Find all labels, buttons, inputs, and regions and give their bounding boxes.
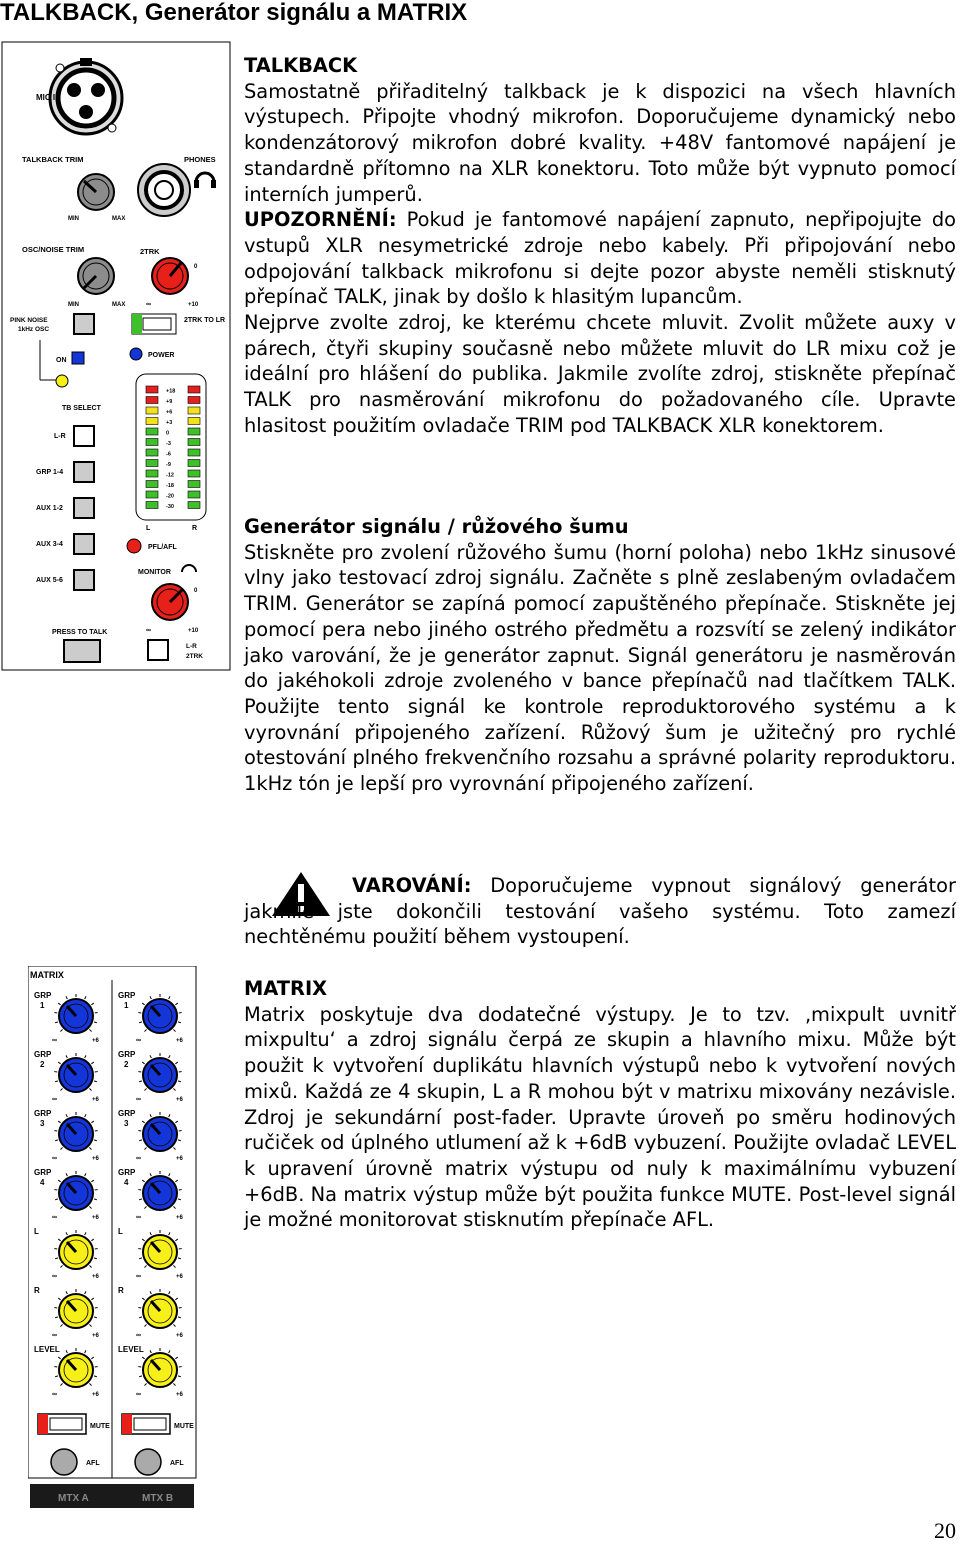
tb-select-aux12-button[interactable] (74, 498, 94, 518)
matrix-section (244, 976, 956, 1233)
osc-noise-trim-label: OSC/NOISE TRIM (22, 245, 84, 254)
matrix-row-number: 1 (124, 1001, 129, 1010)
matrix-scale-max: +6 (92, 1215, 100, 1221)
matrix-heading: MATRIX (244, 976, 956, 1002)
osc-noise-trim-knob[interactable] (78, 258, 114, 294)
matrix-row-number: 3 (124, 1119, 129, 1128)
tb-select-aux56-button[interactable] (74, 570, 94, 590)
meter-scale-label: +18 (166, 389, 175, 395)
two-trk-level-knob[interactable] (152, 258, 188, 294)
matrix-scale-min: ∞ (52, 1155, 57, 1162)
tb-lr-label: L-R (54, 433, 66, 440)
two-trk-small-label: 2TRK (186, 653, 203, 660)
talkback-trim-knob[interactable] (78, 174, 114, 210)
matrix-afl-label: AFL (86, 1460, 100, 1467)
min-label: MIN (68, 216, 79, 222)
page-title: TALKBACK, Generátor signálu a MATRIX (0, 0, 467, 26)
matrix-scale-min: ∞ (136, 1037, 141, 1044)
power-label: POWER (148, 352, 174, 359)
meter-led (146, 407, 158, 414)
tb-grp-label: GRP 1-4 (36, 469, 63, 476)
meter-led (188, 386, 200, 393)
matrix-paragraph: Matrix poskytuje dva dodatečné výstupy. Je to tzv. ‚mixpult uvnitř mixpultu‘ a zdroj signálu čerpá ze skupin a hlavního mixu. Může být použit k vytvoření duplikátu hlavních výstupů nebo k vytvoření nových mixů. Každá ze 4 skupin, L a R mohou být v matrixu mixovány nezávisle. Zdroj je sekundární post-fader. Upravte úroveň po směru hodinových ručiček od úplného utlumení až k +6dB vybuzení. Použijte ovladač LEVEL k upravení úrovně matrix výstupu od nuly k maximálnímu vybuzení +6dB. Na matrix výstup může být použita funkce MUTE. Post-level signál je možné monitorovat stisknutím přepínače AFL. (244, 1002, 956, 1233)
khz-osc-label: 1kHz OSC (18, 326, 49, 333)
matrix-row-number: 4 (124, 1178, 129, 1187)
matrix-scale-min: ∞ (52, 1391, 57, 1398)
talkback-intro-paragraph: Samostatně přiřaditelný talkback je k dispozici na všech hlavních výstupech. Připojte vhodný mikrofon. Doporučujeme dynamický nebo kondenzátorový mikrofon dobré kvality. +48V fantomové napájení je standardně přítomno na XLR konektoru. Toto může být vypnuto pomocí interních jumperů. (244, 79, 956, 208)
meter-led (188, 418, 200, 425)
meter-scale-label: 0 (166, 431, 169, 437)
matrix-row-number: 4 (40, 1178, 45, 1187)
matrix-row-label: GRP (34, 1168, 52, 1177)
meter-led (146, 460, 158, 467)
matrix-scale-min: ∞ (136, 1391, 141, 1398)
tb-aux56-label: AUX 5-6 (36, 577, 63, 584)
matrix-scale-min: ∞ (52, 1037, 57, 1044)
warning-paragraph (244, 873, 956, 950)
warning-label: VAROVÁNÍ: (352, 874, 472, 897)
meter-led (188, 502, 200, 509)
meter-scale-label: -18 (166, 483, 174, 489)
inf-label: ∞ (146, 627, 151, 634)
matrix-row-label: GRP (118, 1168, 136, 1177)
matrix-row-label: GRP (34, 991, 52, 1000)
matrix-row-label: GRP (34, 1109, 52, 1118)
meter-l-label: L (146, 525, 151, 532)
pfl-afl-label: PFL/AFL (148, 544, 177, 551)
mic-in-label: MIC IN (36, 93, 61, 102)
matrix-scale-max: +6 (176, 1215, 184, 1221)
matrix-scale-min: ∞ (136, 1155, 141, 1162)
generator-paragraph: Stiskněte pro zvolení růžového šumu (horní poloha) nebo 1kHz sinusové vlny jako testovací zdroj signálu. Začněte s plně zeslabeným ovladačem TRIM. Generátor se zapíná pomocí zapuštěného přepínače. Stiskněte jej pomocí pera nebo jiného ostrého předmětu a rozsvítí se zelený indikátor jako varování, že je generátor zapnut. Signál generátoru je nasměrován do jakéhokoli zdroje zvoleného v bance přepínačů nad tlačítkem TALK. Použijte tento signál ke kontrole reproduktorového systému a k vyrovnání připojeného zařízení. Růžový šum je užitečný pro rychlé otestování plného frekvenčního rozsahu a správné polarity reproduktoru. 1kHz tón je lepší pro vyrovnání připojeného zařízení. (244, 540, 956, 797)
generator-on-led (72, 352, 84, 364)
plus10-label: +10 (188, 628, 199, 634)
matrix-row-label: GRP (118, 1050, 136, 1059)
meter-scale-label: -6 (166, 452, 171, 458)
matrix-row-label: R (118, 1286, 124, 1295)
caution-label: UPOZORNĚNÍ: (244, 208, 397, 231)
talkback-usage-paragraph: Nejprve zvolte zdroj, ke kterému chcete mluvit. Zvolit můžete auxy v párech, čtyři skupiny současně nebo můžete mluvit do LR mixu což je ideální pro hlášení do publika. Jakmile zvolíte zdroj, stiskněte přepínač TALK pro nasměrování mikrofonu do požadovaného cíle. Upravte hlasitost použitím ovladače TRIM pod TALKBACK XLR konektorem. (244, 310, 956, 439)
matrix-afl-button[interactable] (135, 1449, 161, 1475)
talkback-heading: TALKBACK (244, 53, 956, 79)
meter-scale-label: -12 (166, 473, 174, 479)
matrix-scale-min: ∞ (136, 1332, 141, 1339)
meter-led (146, 449, 158, 456)
meter-led (146, 470, 158, 477)
press-to-talk-label: PRESS TO TALK (52, 629, 107, 636)
meter-led (146, 502, 158, 509)
meter-scale-label: -20 (166, 494, 174, 500)
meter-led (188, 470, 200, 477)
meter-scale-label: +3 (166, 420, 172, 426)
meter-led (188, 439, 200, 446)
matrix-scale-min: ∞ (136, 1273, 141, 1280)
plus10-label: +10 (188, 302, 199, 308)
meter-led (146, 397, 158, 404)
matrix-row-label: GRP (118, 991, 136, 1000)
pink-noise-label: PINK NOISE (10, 317, 48, 324)
matrix-row-label: LEVEL (118, 1345, 144, 1354)
tb-select-label: TB SELECT (62, 405, 102, 412)
meter-led (146, 491, 158, 498)
phones-jack[interactable] (138, 164, 190, 216)
matrix-scale-max: +6 (176, 1156, 184, 1162)
matrix-scale-min: ∞ (52, 1332, 57, 1339)
matrix-row-label: LEVEL (34, 1345, 60, 1354)
meter-led (146, 428, 158, 435)
inf-label: ∞ (146, 301, 151, 308)
phones-label: PHONES (184, 155, 216, 164)
matrix-scale-max: +6 (176, 1333, 184, 1339)
meter-scale-label: +6 (166, 410, 172, 416)
tb-select-aux34-button[interactable] (74, 534, 94, 554)
tb-select-grp-button[interactable] (74, 462, 94, 482)
meter-led (188, 491, 200, 498)
meter-led (188, 407, 200, 414)
zero-label: 0 (194, 588, 198, 594)
meter-led (188, 449, 200, 456)
max-label: MAX (112, 302, 125, 308)
meter-led (188, 428, 200, 435)
press-to-talk-button[interactable] (64, 640, 100, 662)
tb-aux12-label: AUX 1-2 (36, 505, 63, 512)
matrix-row-number: 3 (40, 1119, 45, 1128)
caution-text: Pokud je fantomové napájení zapnuto, nepřipojujte do vstupů XLR nesymetrické zdroje nebo kabely. Při připojování nebo odpojování talkback mikrofonu si dejte pozor abyste neměli stisknutý přepínač TALK, jinak by došlo k hlasitým lupancům. (244, 208, 956, 308)
matrix-row-label: GRP (118, 1109, 136, 1118)
meter-scale-label: -30 (166, 504, 174, 510)
meter-r-label: R (192, 525, 197, 532)
monitor-label: MONITOR (138, 569, 171, 576)
generator-section (244, 514, 956, 797)
monitor-level-knob[interactable] (152, 584, 188, 620)
max-label: MAX (112, 216, 125, 222)
meter-scale-label: -9 (166, 462, 171, 468)
monitor-source-switch[interactable] (148, 640, 168, 660)
matrix-output-label: MTX B (142, 1493, 173, 1504)
power-led (130, 348, 142, 360)
zero-label: 0 (194, 264, 198, 270)
warning-section (244, 873, 956, 950)
matrix-scale-min: ∞ (136, 1214, 141, 1221)
matrix-row-label: R (34, 1286, 40, 1295)
min-label: MIN (68, 302, 79, 308)
generator-indicator-led (56, 375, 68, 387)
matrix-afl-label: AFL (170, 1460, 184, 1467)
matrix-afl-button[interactable] (51, 1449, 77, 1475)
matrix-scale-min: ∞ (52, 1096, 57, 1103)
talkback-panel-illustration (0, 40, 232, 672)
meter-scale-label: +9 (166, 399, 172, 405)
matrix-scale-min: ∞ (52, 1214, 57, 1221)
lr-small-label: L-R (186, 643, 197, 650)
matrix-scale-max: +6 (92, 1097, 100, 1103)
meter-led (188, 460, 200, 467)
meter-led (188, 481, 200, 488)
talkback-trim-label: TALKBACK TRIM (22, 155, 84, 164)
meter-led (146, 386, 158, 393)
matrix-output-label: MTX A (58, 1493, 89, 1504)
matrix-scale-max: +6 (92, 1156, 100, 1162)
matrix-row-label: GRP (34, 1050, 52, 1059)
matrix-scale-max: +6 (92, 1274, 100, 1280)
pink-noise-switch[interactable] (74, 314, 94, 334)
matrix-mute-label: MUTE (90, 1423, 110, 1430)
matrix-row-number: 2 (40, 1060, 45, 1069)
page-number: 20 (934, 1518, 956, 1544)
two-trk-to-lr-label: 2TRK TO LR (184, 317, 225, 324)
matrix-panel-illustration (28, 966, 198, 1512)
warning-text: Doporučujeme vypnout signálový generátor jakmile jste dokončili testování vašeho systému. Toto zamezí nechtěnému použití během vystoupení. (244, 874, 956, 948)
matrix-mute-label: MUTE (174, 1423, 194, 1430)
tb-select-lr-button[interactable] (74, 426, 94, 446)
matrix-row-number: 1 (40, 1001, 45, 1010)
matrix-row-label: L (34, 1227, 39, 1236)
matrix-scale-min: ∞ (136, 1096, 141, 1103)
generator-heading: Generátor signálu / růžového šumu (244, 514, 956, 540)
meter-led (146, 418, 158, 425)
matrix-scale-max: +6 (92, 1038, 100, 1044)
talkback-section (244, 53, 956, 439)
matrix-panel-title: MATRIX (30, 970, 64, 980)
matrix-scale-max: +6 (92, 1392, 100, 1398)
matrix-row-number: 2 (124, 1060, 129, 1069)
meter-led (146, 481, 158, 488)
matrix-scale-min: ∞ (52, 1273, 57, 1280)
meter-scale-label: -3 (166, 441, 171, 447)
on-label: ON (56, 357, 67, 364)
matrix-row-label: L (118, 1227, 123, 1236)
two-trk-label: 2TRK (140, 247, 160, 256)
matrix-scale-max: +6 (176, 1097, 184, 1103)
pfl-afl-led (127, 539, 141, 553)
matrix-scale-max: +6 (176, 1274, 184, 1280)
talkback-caution-paragraph (244, 207, 956, 310)
matrix-scale-max: +6 (176, 1392, 184, 1398)
matrix-scale-max: +6 (176, 1038, 184, 1044)
meter-led (188, 397, 200, 404)
matrix-scale-max: +6 (92, 1333, 100, 1339)
meter-led (146, 439, 158, 446)
tb-aux34-label: AUX 3-4 (36, 541, 63, 548)
